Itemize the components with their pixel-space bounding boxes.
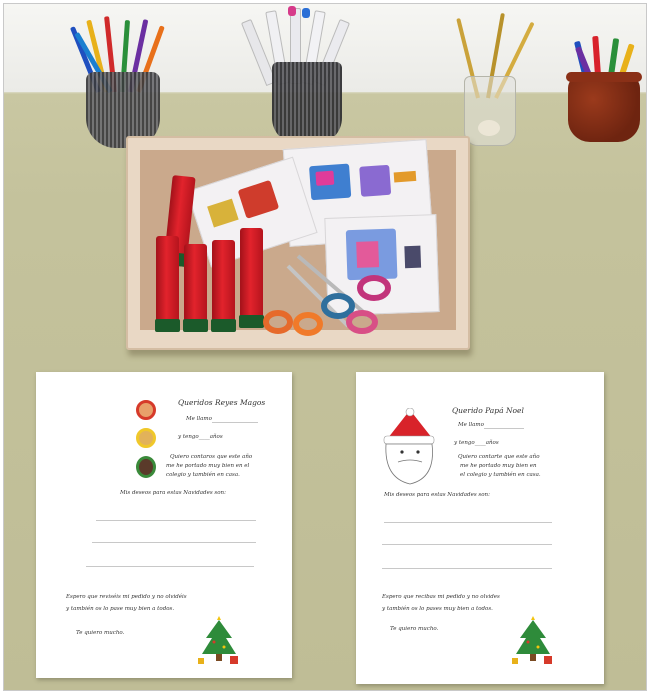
writing-line [382, 568, 552, 569]
wooden-tray [126, 136, 470, 350]
behaviour-line-2: me he portado muy bien en el [166, 463, 250, 469]
closing-line-1: Espero que reviséis mi pedido y no olvidéis [66, 594, 187, 600]
glass-pencils [456, 10, 526, 146]
age-line: y tengo____años [178, 434, 223, 440]
writing-line [92, 542, 256, 543]
pencil-cup-left [66, 14, 176, 149]
writing-line [86, 566, 254, 567]
king-baltasar-icon [136, 456, 156, 478]
letter-title: Querido Papá Noel [452, 406, 524, 415]
scissors-icon [258, 236, 408, 336]
letter-three-kings [36, 372, 292, 678]
signature: Te quiero mucho. [76, 630, 125, 636]
closing-line-2: y también os lo pase muy bien a todos. [66, 606, 175, 612]
wishes-line: Mis deseos para estas Navidades son: [120, 490, 226, 496]
letter-title: Queridos Reyes Magos [178, 398, 266, 407]
glue-stick [156, 236, 179, 332]
king-gaspar-icon [136, 428, 156, 448]
glue-stick [184, 244, 207, 332]
behaviour-line-2: me he portado muy bien en [460, 463, 537, 469]
behaviour-line-3: el colegio y también en casa. [460, 472, 541, 478]
closing-line-1: Espero que recibas mi pedido y no olvides [382, 594, 500, 600]
christmas-tree-icon [198, 616, 240, 666]
writing-line [382, 544, 552, 545]
christmas-tree-icon [512, 616, 554, 666]
name-line: Me llamo [458, 422, 484, 428]
behaviour-line-1: Quiero contaros que este año [170, 454, 253, 460]
king-melchor-icon [136, 400, 156, 420]
closing-line-2: y también os lo pases muy bien a todos. [382, 606, 493, 612]
behaviour-line-1: Quiero contarte que este año [458, 454, 540, 460]
writing-line [96, 520, 256, 521]
name-line: Me llamo [186, 416, 212, 422]
writing-line [384, 522, 552, 523]
glue-stick [212, 240, 235, 332]
clay-pot-markers [564, 32, 644, 144]
classroom-table-scene [3, 3, 647, 691]
letter-santa-claus [356, 372, 604, 684]
santa-claus-icon [376, 408, 442, 486]
behaviour-line-3: colegio y también en casa. [166, 472, 240, 478]
signature: Te quiero mucho. [390, 626, 439, 632]
marker-cup-center [240, 6, 350, 146]
wishes-line: Mis deseos para estas Navidades son: [384, 492, 490, 498]
age-line: y tengo____años [454, 440, 499, 446]
